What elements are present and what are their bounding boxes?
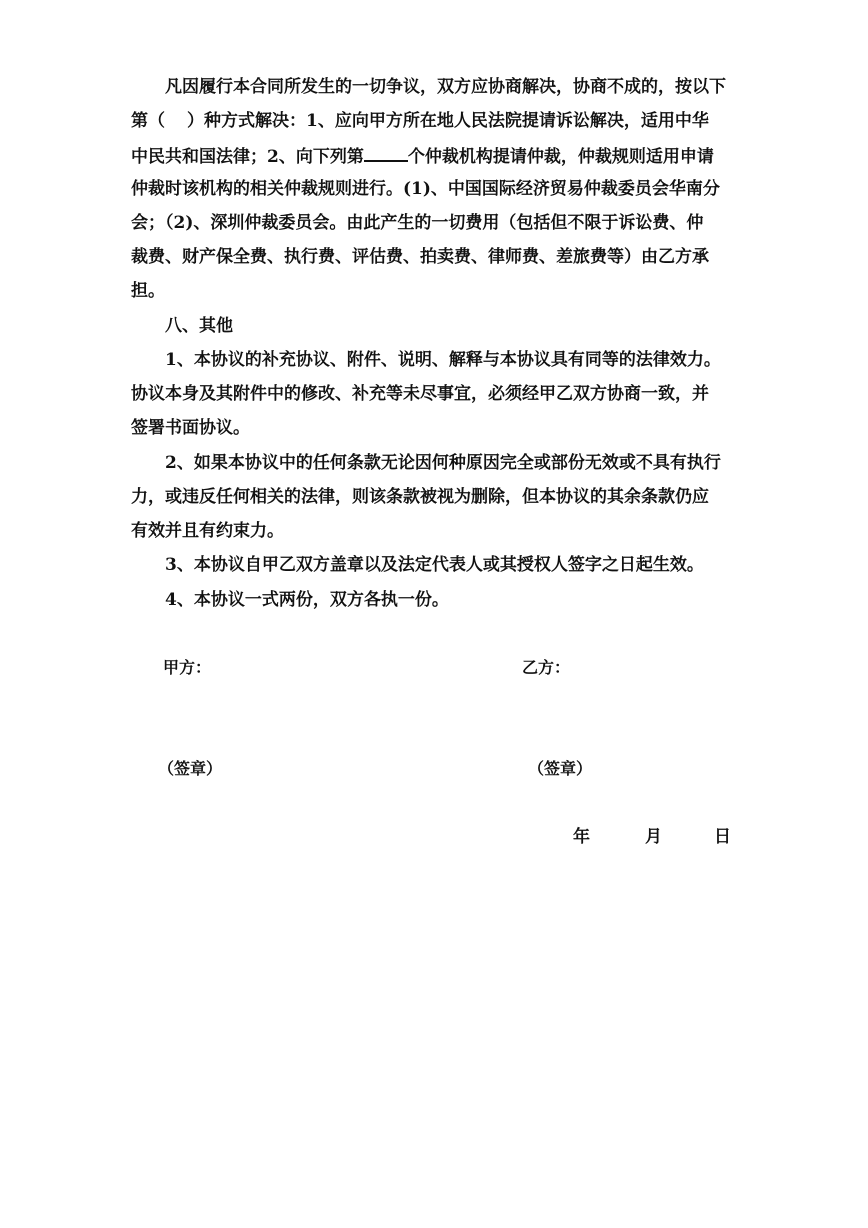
- dispute-clause-line-3b: 个仲裁机构提请仲裁，仲裁规则适用申请: [407, 147, 714, 167]
- clause-2-line-3: 有效并且有约束力。: [131, 521, 284, 541]
- date-month-label: 月: [645, 827, 662, 847]
- dispute-clause-line-3a: 中民共和国法律；2、向下列第: [131, 147, 364, 167]
- dispute-clause-line-7: 担。: [131, 281, 165, 301]
- clause-3: 3、本协议自甲乙双方盖章以及法定代表人或其授权人签字之日起生效。: [165, 555, 704, 575]
- date-year-label: 年: [573, 827, 590, 847]
- section-heading-other: 八、其他: [165, 316, 233, 336]
- dispute-clause-line-1: 凡因履行本合同所发生的一切争议，双方应协商解决，协商不成的，按以下: [165, 77, 726, 97]
- party-a-label: 甲方：: [163, 658, 212, 677]
- date-day-label: 日: [714, 827, 731, 847]
- party-b-seal-label: （签章）: [528, 759, 593, 778]
- dispute-clause-line-6: 裁费、财产保全费、执行费、评估费、拍卖费、律师费、差旅费等）由乙方承: [131, 247, 709, 267]
- clause-1-line-2: 协议本身及其附件中的修改、补充等未尽事宜，必须经甲乙双方协商一致，并: [131, 384, 709, 404]
- clause-4: 4、本协议一式两份，双方各执一份。: [165, 590, 449, 610]
- dispute-clause-line-2a: 第（: [131, 111, 165, 131]
- clause-2-line-1: 2、如果本协议中的任何条款无论因何种原因完全或部份无效或不具有执行: [165, 453, 721, 473]
- party-b-label: 乙方：: [522, 658, 571, 677]
- arbitration-number-blank: [364, 144, 408, 162]
- clause-1-line-1: 1、本协议的补充协议、附件、说明、解释与本协议具有同等的法律效力。: [165, 350, 721, 370]
- dispute-clause-line-2: [131, 110, 709, 132]
- clause-2-line-2: 力，或违反任何相关的法律，则该条款被视为删除，但本协议的其余条款仍应: [131, 487, 709, 507]
- dispute-clause-line-2b: ）种方式解决：1、应向甲方所在地人民法院提请诉讼解决，适用中华: [187, 111, 709, 131]
- dispute-clause-line-3: [131, 144, 714, 168]
- clause-1-line-3: 签署书面协议。: [131, 418, 250, 438]
- dispute-clause-line-4: 仲裁时该机构的相关仲裁规则进行。(1)、中国国际经济贸易仲裁委员会华南分: [131, 179, 720, 199]
- dispute-clause-line-5: 会；（2)、深圳仲裁委员会。由此产生的一切费用（包括但不限于诉讼费、仲: [131, 213, 704, 233]
- party-a-seal-label: （签章）: [158, 759, 223, 778]
